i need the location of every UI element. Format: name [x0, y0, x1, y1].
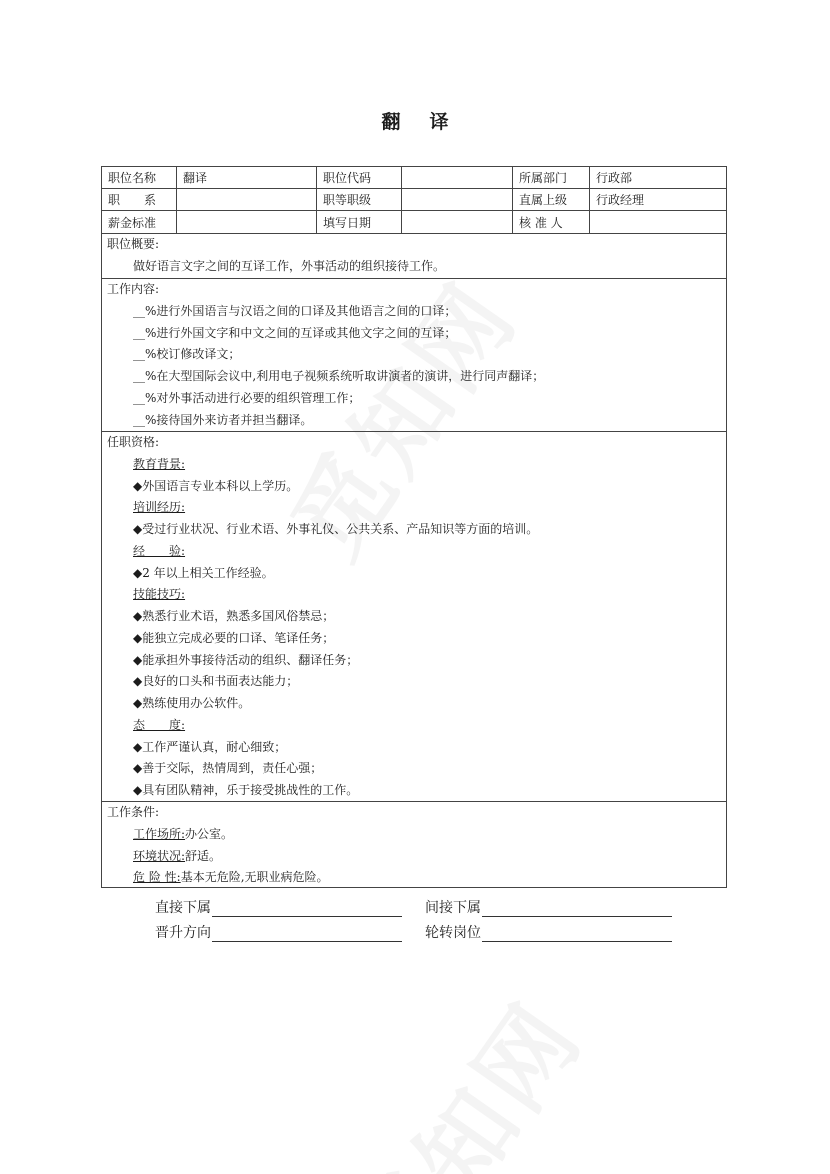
duties-section — [102, 279, 726, 432]
training-heading-line — [107, 497, 726, 519]
position-code-label: 职位代码 — [317, 167, 402, 189]
duty-item: __%进行外国文字和中文之间的互译或其他文字之间的互译； — [133, 325, 457, 340]
training-item: ◆受过行业状况、行业术语、外事礼仪、公共关系、产品知识等方面的培训。 — [133, 522, 539, 536]
skills-item: ◆能独立完成必要的口译、笔译任务； — [133, 630, 335, 645]
supervisor-label: 直属上级 — [513, 189, 590, 211]
fill-date-label: 填写日期 — [317, 211, 402, 234]
attitude-heading-line — [107, 715, 726, 737]
duty-item: __%在大型国际会议中,利用电子视频系统听取讲演者的演讲，进行同声翻译； — [133, 369, 545, 383]
salary-label: 薪金标准 — [102, 211, 177, 234]
salary-value — [177, 211, 317, 234]
training-heading: 培训经历: — [133, 500, 186, 515]
skills-item: ◆熟悉行业术语，熟悉多国风俗禁忌； — [133, 609, 335, 623]
direct-reports-blank — [212, 902, 402, 917]
department-value: 行政部 — [590, 167, 726, 189]
attitude-item: ◆善于交际，热情周到，责任心强； — [133, 761, 323, 776]
watermark-bottom — [337, 980, 602, 1174]
hazard-key: 危 险 性: — [133, 870, 181, 885]
duty-item: __%校订修改译文； — [133, 347, 241, 362]
promotion-label: 晋升方向 — [155, 925, 211, 941]
conditions-label: 工作条件: — [107, 805, 160, 819]
department-label: 所属部门 — [513, 167, 590, 189]
direct-reports-label: 直接下属 — [155, 900, 211, 916]
skills-item: ◆熟练使用办公软件。 — [133, 696, 251, 710]
job-family-value — [177, 189, 317, 211]
skills-heading: 技能技巧: — [133, 587, 186, 602]
grade-value — [402, 189, 513, 211]
basic-info-grid — [102, 167, 726, 234]
qualifications-section — [102, 432, 726, 802]
grade-label: 职等职级 — [317, 189, 402, 211]
experience-heading: 经 验: — [133, 543, 186, 558]
rotation-label: 轮转岗位 — [425, 925, 481, 941]
indirect-reports-blank — [482, 902, 672, 917]
environment-value: 舒适。 — [185, 848, 222, 863]
supervisor-value: 行政经理 — [590, 189, 726, 211]
document-title: 翻 译 — [381, 111, 454, 133]
skills-item: ◆良好的口头和书面表达能力； — [133, 674, 299, 689]
experience-heading-line — [107, 541, 726, 563]
attitude-item: ◆具有团队精神，乐于接受挑战性的工作。 — [133, 783, 359, 797]
duties-label: 工作内容: — [107, 282, 160, 296]
skills-item: ◆能承担外事接待活动的组织、翻译任务； — [133, 652, 359, 667]
workplace-key: 工作场所: — [133, 826, 186, 841]
environment-key: 环境状况: — [133, 848, 186, 863]
education-item: ◆外国语言专业本科以上学历。 — [133, 478, 299, 493]
indirect-reports-field — [425, 899, 672, 917]
summary-text: 做好语言文字之间的互译工作，外事活动的组织接待工作。 — [133, 258, 446, 273]
approver-value — [590, 211, 726, 234]
footer-row-career — [0, 924, 830, 942]
position-code-value — [402, 167, 513, 189]
experience-item: ◆2 年以上相关工作经验。 — [133, 565, 274, 580]
condition-environment — [107, 846, 726, 868]
approver-label: 核 准 人 — [513, 211, 590, 234]
summary-section — [102, 234, 726, 279]
skills-heading-line — [107, 584, 726, 606]
job-family-label: 职 系 — [102, 189, 177, 211]
position-name-label: 职位名称 — [102, 167, 177, 189]
duty-item: __%对外事活动进行必要的组织管理工作； — [133, 390, 361, 405]
attitude-item: ◆工作严谨认真，耐心细致； — [133, 739, 287, 754]
attitude-heading: 态 度: — [133, 717, 186, 732]
direct-reports-field — [155, 899, 402, 917]
condition-workplace — [107, 824, 726, 846]
summary-label: 职位概要: — [107, 237, 160, 251]
rotation-blank — [482, 927, 672, 942]
position-name-value: 翻译 — [177, 167, 317, 189]
education-heading: 教育背景: — [133, 456, 186, 471]
job-description-form — [101, 166, 727, 888]
duty-item: __%接待国外来访者并担当翻译。 — [133, 412, 313, 427]
conditions-section — [102, 802, 726, 887]
footer-row-reports — [0, 899, 830, 917]
fill-date-value — [402, 211, 513, 234]
duty-item: __%进行外国语言与汉语之间的口译及其他语言之间的口译； — [133, 303, 457, 318]
hazard-value: 基本无危险,无职业病危险。 — [180, 870, 329, 885]
condition-hazard — [107, 867, 726, 887]
qualifications-label: 任职资格: — [107, 435, 160, 449]
promotion-blank — [212, 927, 402, 942]
rotation-field — [425, 924, 672, 942]
workplace-value: 办公室。 — [185, 826, 234, 841]
promotion-field — [155, 924, 402, 942]
indirect-reports-label: 间接下属 — [425, 900, 481, 916]
education-heading-line — [107, 454, 726, 476]
